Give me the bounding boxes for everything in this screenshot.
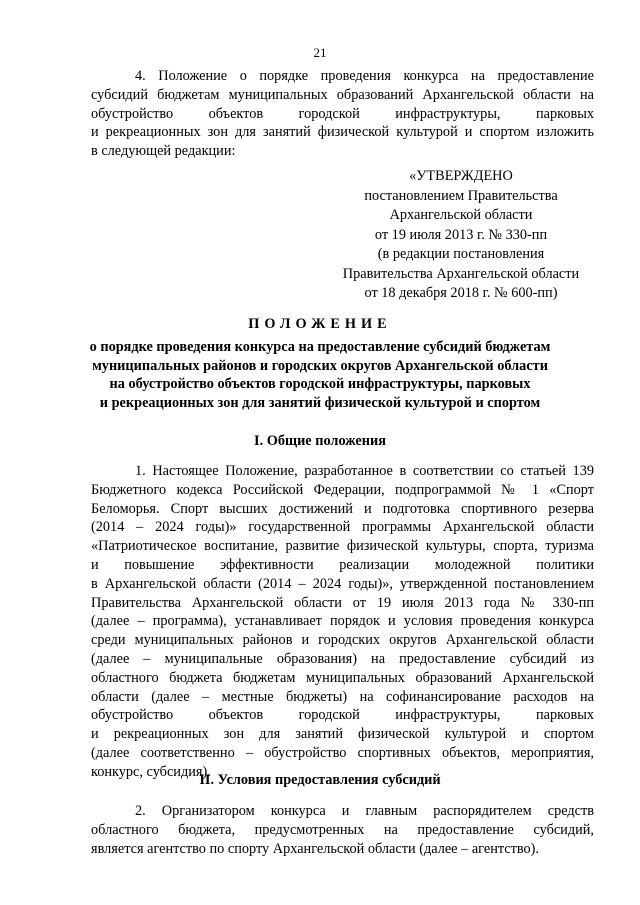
text-line: среди муниципальных районов и городских округов Архангельской области: [91, 632, 594, 649]
approval-line: (в редакции постановления: [377, 246, 545, 262]
section-1-heading: I. Общие положения: [254, 433, 386, 449]
text-line: 4. Положение о порядке проведения конкурса на предоставление: [135, 68, 594, 84]
section-2-heading: II. Условия предоставления субсидий: [199, 772, 441, 788]
text-line: субсидий бюджетам муниципальных образований Архангельской области на: [91, 86, 594, 103]
text-line: (2014 – 2024 годы)» государственной программы Архангельской области: [91, 519, 594, 536]
approval-line: Правительства Архангельской области: [342, 265, 580, 282]
text-line: конкурс, субсидия).: [91, 763, 211, 780]
text-line: является агентство по спорту Архангельской области (далее – агентство).: [91, 840, 539, 857]
approval-line: постановлением Правительства: [364, 187, 558, 204]
subtitle-line: о порядке проведения конкурса на предоставление субсидий бюджетам: [89, 339, 551, 355]
document-subtitle: [80, 338, 560, 412]
approval-line: от 19 июля 2013 г. № 330-пп: [374, 226, 548, 243]
text-line: в следующей редакции:: [91, 143, 236, 160]
text-line: Бюджетного кодекса Российской Федерации, подпрограммой № 1 «Спорт: [91, 481, 594, 498]
intro-paragraph: [91, 67, 594, 161]
page-number: 21: [313, 45, 327, 60]
approval-line: «УТВЕРЖДЕНО: [409, 168, 513, 184]
text-line: (далее – программа), устанавливает порядок и условия проведения конкурса: [91, 613, 594, 630]
subtitle-line: муниципальных районов и городских округов Архангельской области: [92, 357, 548, 374]
text-line: обустройство объектов городской инфраструктуры, парковых: [91, 105, 594, 122]
text-line: в Архангельской области (2014 – 2024 годы)», утвержденной постановлением: [91, 575, 594, 592]
text-line: областного бюджета бюджетам муниципальных образований Архангельской: [91, 669, 594, 686]
text-line: области (далее – местные бюджеты) на софинансирование расходов на: [91, 688, 594, 705]
text-line: областного бюджета, предусмотренных на предоставление субсидий,: [91, 821, 594, 838]
text-line: и повышение эффективности реализации молодежной политики: [91, 556, 594, 573]
section-1-paragraph: [91, 462, 594, 782]
text-line: (далее – муниципальные образования) на предоставление субсидий из: [91, 650, 594, 667]
document-title: ПОЛОЖЕНИЕ: [248, 316, 392, 332]
text-line: и рекреационных зон для занятий физической культурой и спортом: [91, 726, 594, 743]
text-line: и рекреационных зон для занятий физической культурой и спортом изложить: [91, 124, 594, 141]
text-line: (далее соответственно – обустройство спортивных объектов, мероприятия,: [91, 744, 594, 761]
text-line: 2. Организатором конкурса и главным распорядителем средств: [135, 803, 594, 819]
subtitle-line: и рекреационных зон для занятий физической культурой и спортом: [99, 394, 541, 411]
text-line: 1. Настоящее Положение, разработанное в соответствии со статьей 139: [135, 463, 594, 479]
text-line: «Патриотическое воспитание, развитие физической культуры, спорта, туризма: [91, 538, 594, 555]
approval-line: Архангельской области: [389, 207, 533, 223]
approval-block: [320, 167, 602, 304]
text-line: Правительства Архангельской области от 19 июля 2013 года № 330-пп: [91, 594, 594, 611]
subtitle-line: на обустройство объектов городской инфраструктуры, парковых: [109, 376, 531, 393]
approval-line: от 18 декабря 2018 г. № 600-пп): [364, 285, 558, 301]
text-line: Беломорья. Спорт высших достижений и подготовка спортивного резерва: [91, 500, 594, 517]
text-line: обустройство объектов городской инфраструктуры, парковых: [91, 707, 594, 724]
section-2-paragraph: [91, 802, 594, 858]
